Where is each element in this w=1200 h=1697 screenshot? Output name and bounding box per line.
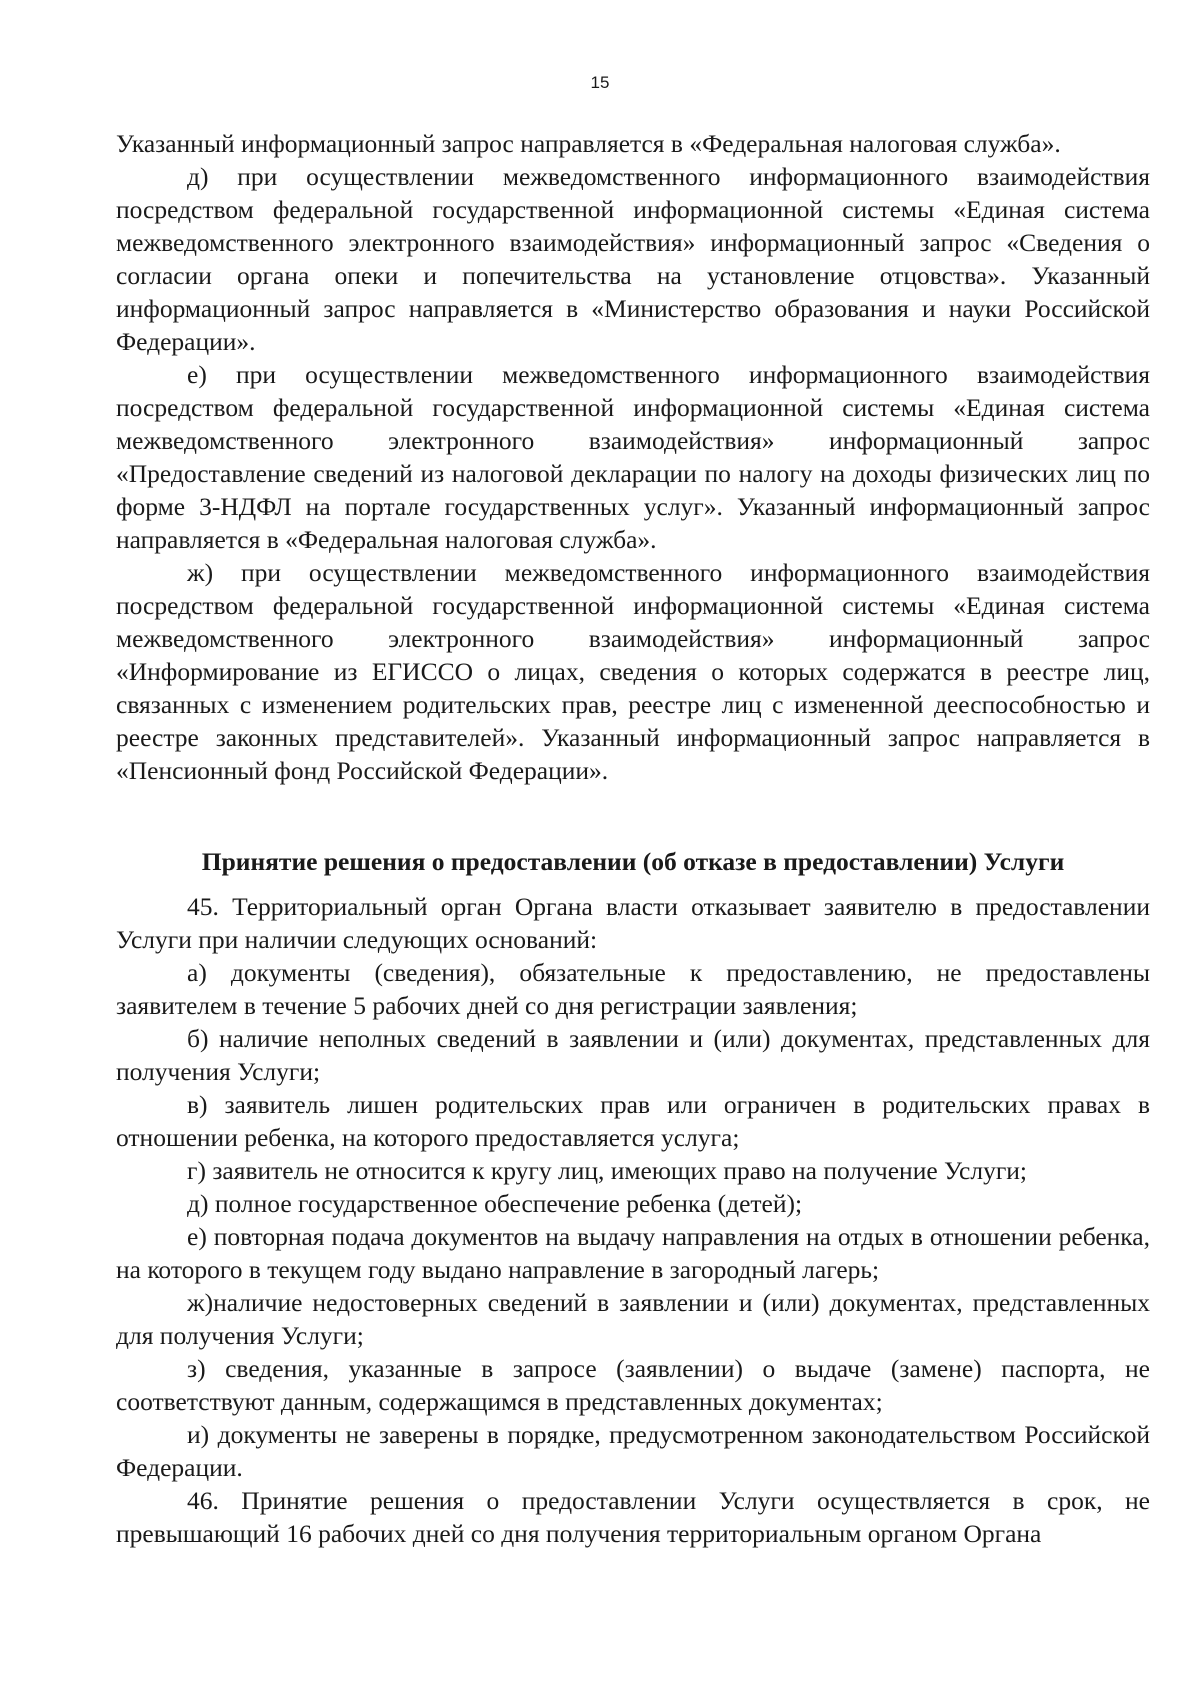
paragraph-request-tax-service: Указанный информационный запрос направляется в «Федеральная налоговая служба». <box>116 129 1061 158</box>
document-body <box>116 127 1150 1550</box>
section-heading: Принятие решения о предоставлении (об отказе в предоставлении) Услуги <box>201 847 1065 876</box>
list-item-v: в) заявитель лишен родительских прав или ограничен в родительских правах в отношении ребенка, на которого предоставляется услуга; <box>116 1090 1150 1152</box>
list-item-e: е) повторная подача документов на выдачу направления на отдых в отношении ребенка, на которого в текущем году выдано направление в загородный лагерь; <box>116 1222 1150 1284</box>
list-item-z: з) сведения, указанные в запросе (заявлении) о выдаче (замене) паспорта, не соответствуют данным, содержащимся в представленных документах; <box>116 1354 1150 1416</box>
paragraph-item-d: д) при осуществлении межведомственного информационного взаимодействия посредством федеральной государственной информационной системы «Единая система межведомственного электронного взаимодействия» информационный запрос «Сведения о согласии органа опеки и попечительства на установление отцовства». Указанный информационный запрос направляется в «Министерство образования и науки Российской Федерации». <box>116 162 1150 356</box>
list-item-a: а) документы (сведения), обязательные к предоставлению, не предоставлены заявителем в течение 5 рабочих дней со дня регистрации заявления; <box>116 958 1150 1020</box>
paragraph-45: 45. Территориальный орган Органа власти отказывает заявителю в предоставлении Услуги при наличии следующих оснований: <box>116 892 1150 954</box>
paragraph-item-zh: ж) при осуществлении межведомственного информационного взаимодействия посредством федеральной государственной информационной системы «Единая система межведомственного электронного взаимодействия» информационный запрос «Информирование из ЕГИССО о лицах, сведения о которых содержатся в реестре лиц, связанных с изменением родительских прав, реестре лиц с измененной дееспособностью и реестре законных представителей». Указанный информационный запрос направляется в «Пенсионный фонд Российской Федерации». <box>116 558 1150 785</box>
list-item-zh: ж)наличие недостоверных сведений в заявлении и (или) документах, представленных для получения Услуги; <box>116 1288 1150 1350</box>
paragraph-46: 46. Принятие решения о предоставлении Услуги осуществляется в срок, не превышающий 16 рабочих дней со дня получения территориальным органом Органа <box>116 1486 1150 1548</box>
page-number: 15 <box>590 73 610 92</box>
list-item-i: и) документы не заверены в порядке, предусмотренном законодательством Российской Федерации. <box>116 1420 1150 1482</box>
paragraph-item-e: е) при осуществлении межведомственного информационного взаимодействия посредством федеральной государственной информационной системы «Единая система межведомственного электронного взаимодействия» информационный запрос «Предоставление сведений из налоговой декларации по налогу на доходы физических лиц по форме 3-НДФЛ на портале государственных услуг». Указанный информационный запрос направляется в «Федеральная налоговая служба». <box>116 360 1150 554</box>
list-item-d: д) полное государственное обеспечение ребенка (детей); <box>187 1189 803 1218</box>
list-item-g: г) заявитель не относится к кругу лиц, имеющих право на получение Услуги; <box>187 1156 1028 1185</box>
list-item-b: б) наличие неполных сведений в заявлении и (или) документах, представленных для получения Услуги; <box>116 1024 1150 1086</box>
